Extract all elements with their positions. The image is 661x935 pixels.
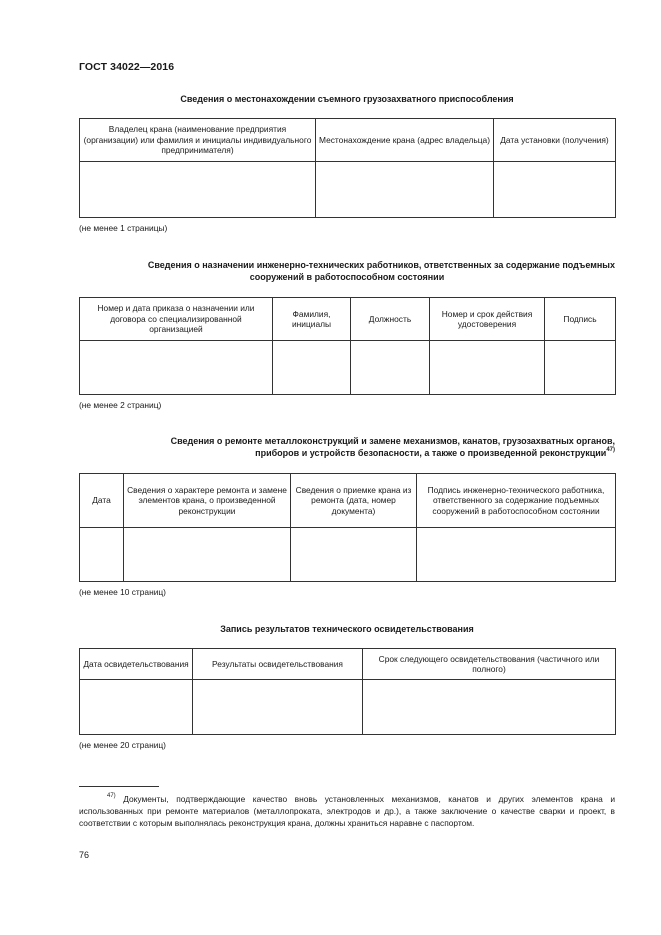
section2-title-line2: сооружений в работоспособном состоянии: [249, 272, 445, 282]
col-position: Должность: [351, 298, 430, 341]
section3-title-line1: Сведения о ремонте металлоконструкций и замене механизмов, канатов, грузозахватных органов,: [170, 436, 615, 446]
col-signature: Подпись: [545, 298, 616, 341]
col-certificate: Номер и срок действия удостоверения: [430, 298, 545, 341]
section2-title-line1: Сведения о назначении инженерно-технических работников, ответственных за содержание подъемных: [147, 260, 615, 270]
section1-note: (не менее 1 страницы): [79, 223, 168, 233]
entry-cell: [545, 341, 616, 395]
entry-cell: [80, 680, 193, 735]
col-date: Дата: [80, 474, 124, 528]
entry-cell: [124, 528, 291, 582]
section4-note: (не менее 20 страниц): [79, 740, 166, 750]
col-install-date: Дата установки (получения): [494, 119, 616, 162]
entry-cell: [351, 341, 430, 395]
footnote: [79, 793, 615, 830]
entry-cell: [193, 680, 363, 735]
inspection-table: [79, 648, 616, 735]
footnote-divider: [79, 786, 159, 787]
col-repair-info: Сведения о характере ремонта и замене элементов крана, о произведенной реконструкции: [124, 474, 291, 528]
responsible-staff-table: [79, 297, 616, 395]
entry-cell: [430, 341, 545, 395]
footnote-marker: 47): [107, 793, 116, 799]
entry-cell: [363, 680, 616, 735]
document-header: ГОСТ 34022—2016: [79, 61, 175, 73]
section1-title: Сведения о местонахождении съемного грузозахватного приспособления: [180, 94, 514, 104]
col-next-inspection: Срок следующего освидетельствования (частичного или полного): [363, 649, 616, 680]
col-engineer-signature: Подпись инженерно-технического работника, ответственного за содержание подъемных сооружений в работоспособном состоянии: [417, 474, 616, 528]
entry-cell: [291, 528, 417, 582]
footnote-text: Документы, подтверждающие качество вновь установленных механизмов, канатов и других элементов крана и использованных при ремонте материалов (металлопроката, электродов и др.), а также заключение о качестве сварки и проект, в соответствии с которым выполнялась реконструкция крана, должны храниться наравне с паспортом.: [79, 794, 616, 829]
entry-cell: [80, 162, 316, 218]
section3-note: (не менее 10 страниц): [79, 587, 166, 597]
owner-location-table: [79, 118, 616, 218]
col-owner: Владелец крана (наименование предприятия (организации) или фамилия и инициалы индивидуального предпринимателя): [80, 119, 316, 162]
col-location: Местонахождение крана (адрес владельца): [316, 119, 494, 162]
page-number: 76: [79, 850, 90, 860]
col-name: Фамилия, инициалы: [273, 298, 351, 341]
entry-cell: [417, 528, 616, 582]
entry-cell: [494, 162, 616, 218]
col-order: Номер и дата приказа о назначении или договора со специализированной организацией: [80, 298, 273, 341]
section4-title: Запись результатов технического освидетельствования: [220, 624, 474, 634]
footnote-ref[interactable]: 47): [606, 447, 615, 453]
entry-cell: [80, 341, 273, 395]
section3-title-line2: приборов и устройств безопасности, а также о произведенной реконструкции$^{47)}$: [255, 447, 615, 458]
section2-note: (не менее 2 страниц): [79, 400, 162, 410]
col-inspection-date: Дата освидетельствования: [80, 649, 193, 680]
entry-cell: [273, 341, 351, 395]
entry-cell: [80, 528, 124, 582]
entry-cell: [316, 162, 494, 218]
col-results: Результаты освидетельствования: [193, 649, 363, 680]
repair-table: [79, 473, 616, 582]
col-acceptance: Сведения о приемке крана из ремонта (дата, номер документа): [291, 474, 417, 528]
